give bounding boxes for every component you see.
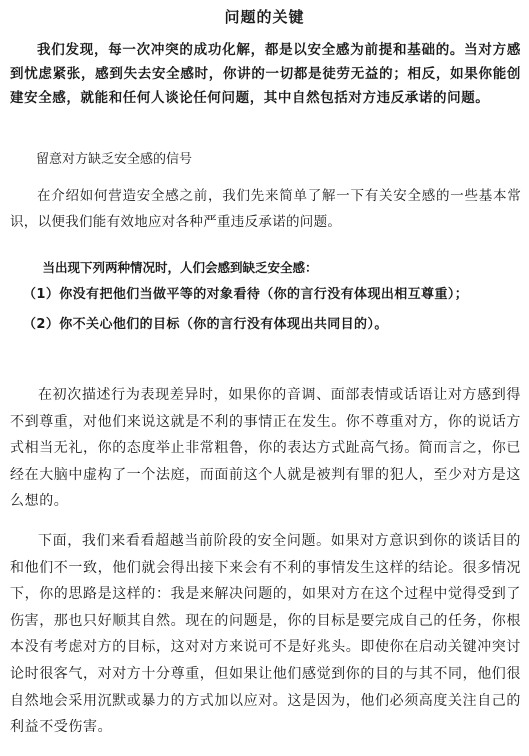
intro-paragraph: 我们发现，每一次冲突的成功化解，都是以安全感为前提和基础的。当对方感到忧虑紧张，感到失去安全感时，你讲的一切都是徒劳无益的；相反，如果你能创建安全感，就能和任何人谈论任何问题，其中自然包括对方违反承诺的问题。 xyxy=(10,42,521,106)
list-item: （2）你不关心他们的目标（你的言行没有体现出共同目的）。 xyxy=(23,317,388,332)
paragraph-4: 下面，我们来看看超越当前阶段的安全问题。如果对方意识到你的谈话目的和他们不一致，他们就会得出接下来会有不利的事情发生这样的结论。很多情况下，你的思路是这样的：我是来解决问题的，如果对方在这个过程中觉得受到了伤害，那也只好顺其自然。现在的问题是，你的目标是要完成自己的任务，你根本没有考虑对方的目标，这对对方来说可不是好兆头。即使你在启动关键冲突讨论时很客气，对对方十分尊重，但如果让他们感觉到你的目的与其不同，他们很自然地会采用沉默或暴力的方式加以应对。这是因为，他们必须高度关注自己的利益不受伤害。 xyxy=(10,533,521,736)
section-heading: 留意对方缺乏安全感的信号 xyxy=(36,152,193,167)
paragraph-2: 在介绍如何营造安全感之前，我们先来简单了解一下有关安全感的一些基本常识，以便我们能有效地应对各种严重违反承诺的问题。 xyxy=(10,188,521,230)
list-item: （1）你没有把他们当做平等的对象看待（你的言行没有体现出相互尊重）； xyxy=(23,287,469,302)
condition-list xyxy=(10,283,521,337)
paragraph-3: 在初次描述行为表现差异时，如果你的音调、面部表情或话语让对方感到得不到尊重，对他们来说这就是不利的事情正在发生。你不尊重对方，你的说话方式相当无礼，你的态度举止非常粗鲁，你的表达方式趾高气扬。简而言之，你已经在大脑中虚构了一个法庭，而面前这个人就是被判有罪的犯人，至少对方是这么想的。 xyxy=(10,387,521,510)
page-title: 问题的关键 xyxy=(224,8,305,26)
list-intro: 当出现下列两种情况时，人们会感到缺乏安全感： xyxy=(42,260,318,275)
